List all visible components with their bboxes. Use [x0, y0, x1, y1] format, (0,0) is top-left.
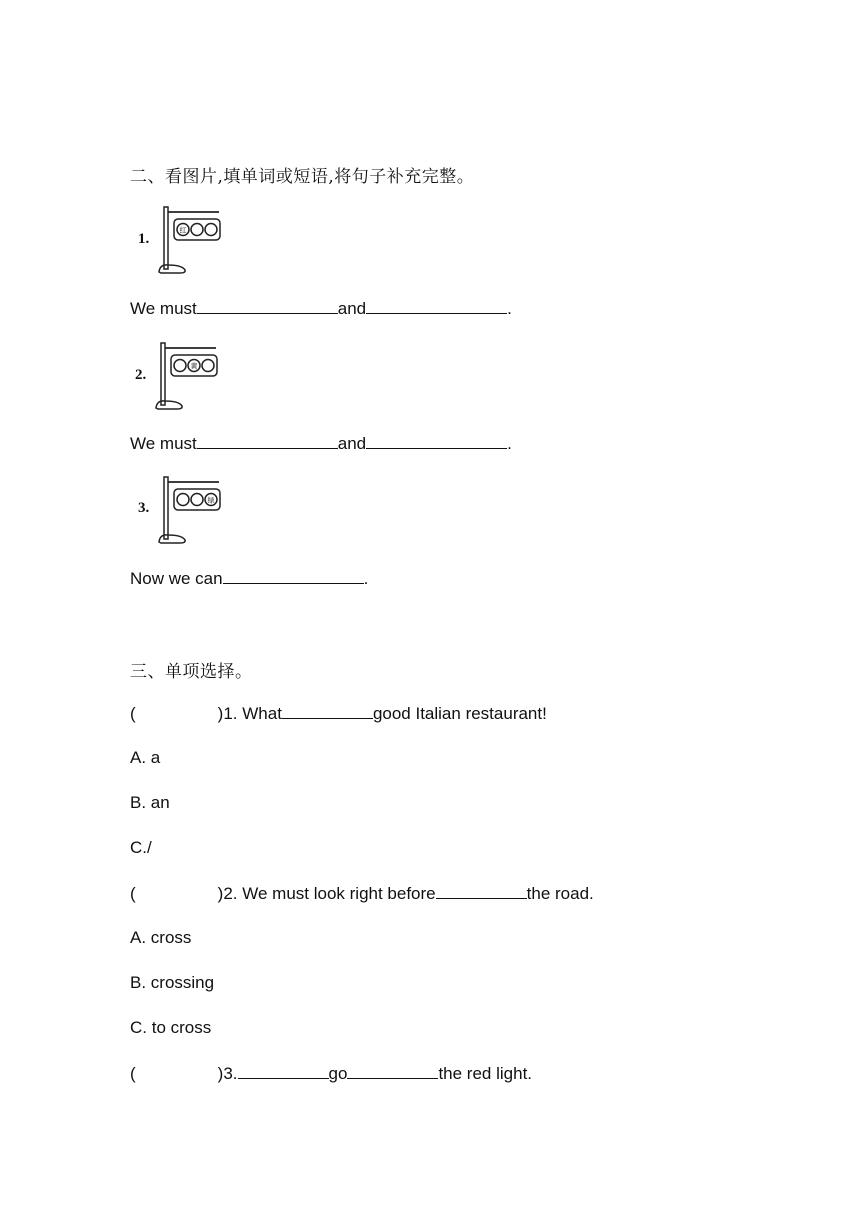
- item-2-blank-b[interactable]: [366, 433, 507, 449]
- item-1-end: .: [507, 299, 512, 318]
- item-1-blank-b[interactable]: [366, 298, 507, 314]
- item-3-end: .: [363, 569, 369, 588]
- traffic-light-icon: [156, 204, 226, 276]
- item-3-prefix: Now we can: [130, 569, 223, 588]
- item-3-sentence: [130, 568, 368, 589]
- question-3-blank-a: [238, 1063, 329, 1079]
- answer-paren-open: (: [130, 884, 136, 903]
- question-2-text-b: the road.: [526, 884, 594, 903]
- question-3-blank-b: [347, 1063, 438, 1079]
- section-3-heading: 三、单项选择。: [130, 662, 253, 682]
- question-3-text-c: the red light.: [438, 1064, 533, 1083]
- item-1-sentence: [130, 298, 512, 319]
- item-2-connector: and: [337, 434, 367, 453]
- lamp-label: 红: [179, 226, 187, 235]
- question-2-option-c[interactable]: C. to cross: [130, 1018, 212, 1037]
- item-2-sentence: [130, 433, 512, 454]
- question-1-option-a[interactable]: A. a: [130, 748, 161, 767]
- item-2-prefix: We must: [130, 434, 197, 453]
- item-1-number: 1.: [138, 231, 150, 247]
- question-1-stem: [130, 703, 547, 724]
- question-2-blank: [436, 883, 527, 899]
- item-1-connector: and: [337, 299, 367, 318]
- answer-paren-open: (: [130, 704, 136, 723]
- question-1-text-b: good Italian restaurant!: [372, 704, 547, 723]
- lamp-label: 绿: [207, 496, 215, 505]
- question-1-option-b[interactable]: B. an: [130, 793, 170, 812]
- item-1-prefix: We must: [130, 299, 197, 318]
- answer-paren-open: (: [130, 1064, 136, 1083]
- question-2-option-b[interactable]: B. crossing: [130, 973, 215, 992]
- question-1-option-c[interactable]: C./: [130, 838, 152, 857]
- item-2-end: .: [507, 434, 512, 453]
- item-3-number: 3.: [138, 500, 150, 516]
- answer-paren-close: ): [217, 704, 224, 723]
- question-1-blank: [282, 703, 373, 719]
- traffic-light-icon: [156, 474, 226, 546]
- question-2-stem: [130, 883, 594, 904]
- lamp-label: 黄: [190, 362, 198, 371]
- item-3-blank[interactable]: [223, 568, 364, 584]
- section-2-heading: 二、看图片,填单词或短语,将句子补充完整。: [130, 167, 475, 187]
- item-2-blank-a[interactable]: [197, 433, 338, 449]
- item-1-blank-a[interactable]: [197, 298, 338, 314]
- traffic-light-icon: [153, 340, 223, 412]
- answer-paren-close: ): [217, 884, 224, 903]
- item-2-number: 2.: [135, 367, 147, 383]
- question-3-text-b: go: [328, 1064, 348, 1083]
- question-2-text-a: 2. We must look right before: [223, 884, 436, 903]
- answer-paren-close: ): [217, 1064, 224, 1083]
- question-3-text-a: 3.: [223, 1064, 238, 1083]
- question-3-stem: [130, 1063, 532, 1084]
- question-1-text-a: 1. What: [223, 704, 282, 723]
- question-2-option-a[interactable]: A. cross: [130, 928, 192, 947]
